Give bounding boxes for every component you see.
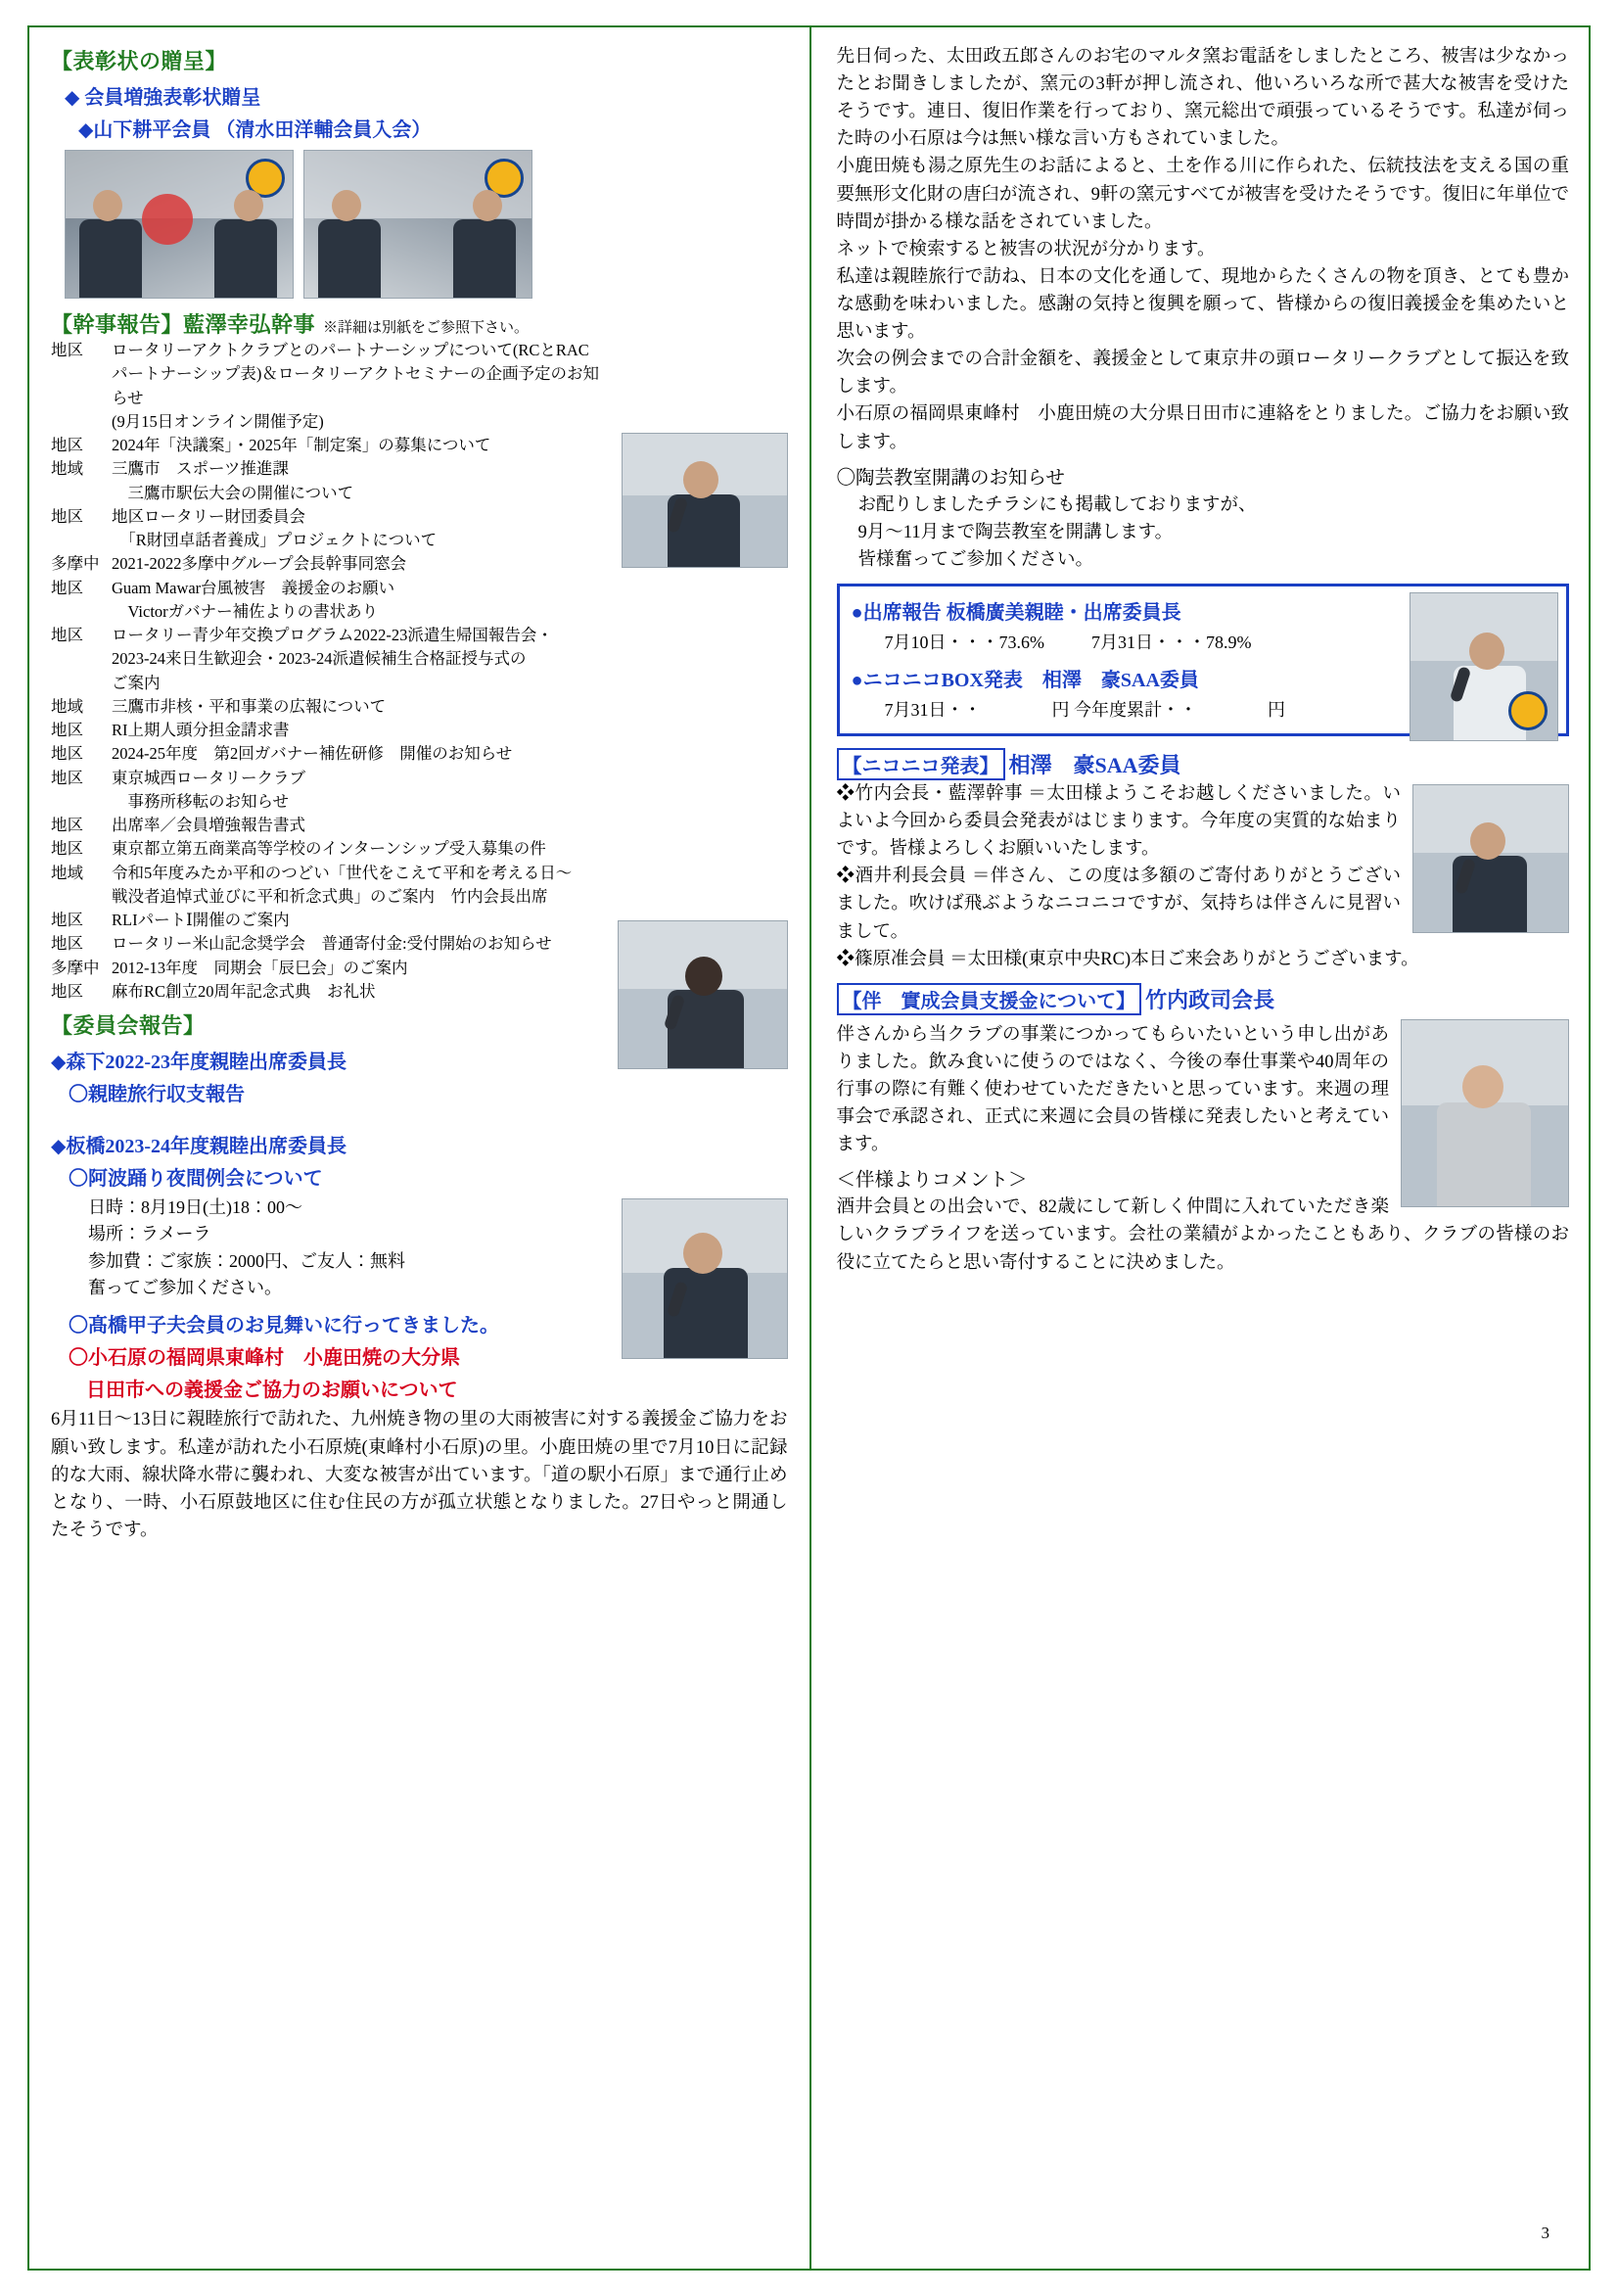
list-item-tag: 地区 [51, 341, 83, 359]
list-item: Victorガバナー補佐よりの書状あり [112, 601, 379, 621]
report-paragraph-4: 私達は親睦旅行で訪ね、日本の文化を通して、現地からたくさんの物を頂き、とても豊かな感動を味わいました。感謝の気持と復興を願って、皆様からの復旧義援金を集めたいと思います。 [836, 266, 1569, 343]
list-item: ご案内 [112, 673, 161, 692]
list-item-text: 東京城西ロータリークラブ [112, 768, 305, 787]
nikoniko-paragraph-3: ❖篠原准会員 ＝太田様(東京中央RC)本日ご来会ありがとうございます。 [836, 949, 1419, 969]
report-paragraph-5: 次会の例会までの合計金額を、義援金として東京井の頭ロータリークラブとして振込を致します。 [836, 350, 1569, 398]
list-item-tag: 地区 [51, 934, 83, 954]
list-item: (9月15日オンライン開催予定) [112, 411, 324, 431]
list-item-text: 三鷹市 スポーツ推進課 [112, 459, 289, 479]
list-item-tag: 地区 [51, 721, 83, 739]
attendance-report-title: ●出席報告 板橋廣美親睦・出席委員長 [851, 601, 1181, 624]
japan-flag-icon [142, 194, 193, 245]
meeting-fee: 参加費：ご家族：2000円、ご友人：無料 [88, 1250, 405, 1271]
nikoniko-amount-line: 7月31日・・ 円 今年度累計・・ 円 [884, 699, 1285, 720]
person-head [683, 461, 718, 498]
report-paragraph-2: 小鹿田焼も湯之原先生のお話によると、土を作る川に作られた、伝統技法を支える国の重要無形文化財の唐臼が流され、9軒の窯元すべてが被害を受けたそうです。復旧に年単位で時間が掛かる様な話をされていました。 [836, 157, 1570, 232]
person-head [93, 190, 122, 221]
person-figure [1437, 1102, 1531, 1206]
ban-body-text: 伴さんから当クラブの事業につかってもらいたいという申し出がありました。飲み食いに使うのではなく、今後の奉仕事業や40周年の行事の際に有難く使わせていただきたいと思っています。来週の理事会で承認され、正式に来週に会員の皆様に発表したいと考えています。 [836, 1024, 1389, 1155]
ban-comment-title: ＜伴様よりコメント＞ [836, 1170, 1028, 1192]
person-figure [79, 219, 142, 298]
list-item-tag: 地区 [51, 506, 83, 526]
committee-heading: 【委員会報告】 [51, 1013, 206, 1038]
attendance-rates [885, 629, 1401, 654]
person-head [683, 1233, 722, 1274]
list-item-tag: 地区 [51, 626, 83, 644]
list-item [51, 457, 610, 481]
person-head [234, 190, 263, 221]
secretary-heading: 【幹事報告】藍澤幸弘幹事 [51, 312, 316, 337]
attendance-report-box [837, 584, 1570, 736]
award-photo-left [65, 150, 294, 299]
person-head [1462, 1065, 1503, 1108]
list-item-tag: 地区 [51, 816, 83, 834]
list-item: 「R財団卓話者養成」プロジェクトについて [112, 531, 438, 549]
list-item-text: RLIパートⅠ開催のご案内 [112, 911, 290, 929]
award-photo-row [65, 150, 788, 299]
nikoniko-paragraph-2: ❖酒井利長会員 ＝伴さん、この度は多額のご寄付ありがとうございました。吹けば飛ぶようなニコニコですが、気持ちは伴さんに見習いまして。 [836, 867, 1401, 942]
list-item-tag: 地域 [51, 696, 83, 716]
committee-body-text: 6月11日～13日に親睦旅行で訪れた、九州焼き物の里の大雨被害に対する義援金ご協力をお願い致します。私達が訪れた小石原焼(東峰村小石原)の里。小鹿田焼の里で7月10日に記録的な大雨、線状降水帯に襲われ、大変な被害が出ています。「道の駅小石原」まで通行止めとなり、一時、小石原鼓地区に住む住民の方が孤立状態となりました。27日やっと開通したそうです。 [51, 1410, 788, 1540]
ban-comment-body: 酒井会員との出会いで、82歳にして新しく仲間に入れていただき楽しいクラブライフを送っています。会社の業績がよかったこともあり、クラブの皆様のお役に立てたらと思い寄付することに決めました。 [836, 1197, 1569, 1273]
person-head [1470, 822, 1505, 860]
award-item-1: ◆ 会員増強表彰状贈呈 [65, 87, 261, 109]
rotary-logo-icon [1508, 691, 1548, 730]
pottery-class-title: 〇陶芸教室開講のお知らせ [836, 467, 1065, 489]
list-item: 2023-24来日生歓迎会・2023-24派遣候補生合格証授与式の [112, 649, 527, 669]
ban-heading-row [837, 983, 1570, 1015]
list-item-tag: 多摩中 [51, 958, 100, 977]
list-item-text: 令和5年度みたか平和のつどい「世代をこえて平和を考える日～ [112, 863, 573, 882]
list-item [51, 339, 610, 362]
meeting-place: 場所：ラメーラ [88, 1224, 211, 1244]
list-item-tag: 地域 [51, 863, 83, 882]
report-paragraph-1: 先日伺った、太田政五郎さんのお宅のマルタ窯お電話をしましたところ、被害は少なかったとお聞きしましたが、窯元の3軒が押し流され、他いろいろな所で甚大な被害を受けたそうです。連日、復旧作業を行っており、窯元総出で頑張っているそうです。私達が伺った時の小石原は今は無い様な言い方もされていました。 [836, 47, 1569, 150]
list-item-text: 麻布RC創立20周年記念式典 お礼状 [112, 981, 376, 1001]
list-item [51, 624, 788, 647]
award-section-heading: 【表彰状の贈呈】 [51, 49, 228, 73]
nikoniko-heading-rest: 相澤 豪SAA委員 [1008, 752, 1181, 777]
list-item: 三鷹市駅伝大会の開催について [112, 483, 354, 502]
pottery-class-line-1: お配りしましたチラシにも掲載しておりますが、 [857, 494, 1257, 515]
list-item-tag: 地区 [51, 981, 83, 1001]
attendance-date-1: 7月10日・・・73.6% [884, 632, 1044, 652]
list-item-tag: 地域 [51, 459, 83, 479]
attendance-date-2: 7月31日・・・78.9% [1091, 632, 1252, 652]
list-item [51, 719, 788, 742]
committee-sub-morishita: ◆森下2022-23年度親睦出席委員長 [51, 1052, 347, 1073]
person-head [685, 957, 722, 996]
list-item-text: Guam Mawar台風被害 義援金のお願い [112, 578, 395, 597]
list-item [51, 814, 788, 837]
nikoniko-heading-row [837, 748, 1570, 780]
two-column-layout [27, 25, 1591, 2276]
list-item-text: RI上期人頭分担金請求書 [112, 721, 290, 739]
committee-photo-morishita [618, 920, 788, 1069]
right-column [809, 25, 1592, 2276]
ban-heading-label: 【伴 實成会員支援金について】 [837, 983, 1142, 1015]
list-item-text: 2012-13年度 同期会「辰巳会」のご案内 [112, 958, 408, 977]
nikoniko-paragraph-1: ❖竹内会長・藍澤幹事 ＝太田様ようこそお越しくださいました。いよいよ今回から委員会発表がはじまります。今年度の実質的な始まりです。皆様よろしくお願いいたします。 [836, 783, 1401, 860]
committee-photo-itabashi [622, 1198, 788, 1359]
report-paragraph-3: ネットで検索すると被害の状況が分かります。 [836, 239, 1216, 259]
list-item-text: 東京都立第五商業高等学校のインターンシップ受入募集の件 [112, 839, 546, 859]
list-item [51, 837, 788, 861]
award-item-2: ◆山下耕平会員 （清水田洋輔会員入会） [78, 119, 432, 141]
attendance-photo [1410, 592, 1558, 741]
person-figure [453, 219, 516, 298]
list-item [51, 505, 610, 529]
secretary-note: ※詳細は別紙をご参照下さい。 [323, 320, 530, 336]
nikoniko-photo [1412, 784, 1569, 933]
pottery-class-line-2: 9月～11月まで陶芸教室を開講します。 [857, 522, 1174, 542]
ban-photo [1401, 1019, 1569, 1207]
left-column [27, 25, 809, 2276]
list-item: 戦没者追悼式並びに平和祈念式典」のご案内 竹内会長出席 [112, 886, 548, 906]
list-item: 事務所移転のお知らせ [112, 791, 290, 811]
ban-heading-rest: 竹内政司会長 [1145, 987, 1275, 1012]
secretary-photo [622, 433, 788, 568]
list-item-text: 出席率／会員増強報告書式 [112, 816, 305, 834]
list-item-tag: 地区 [51, 578, 83, 597]
list-item-text: ロータリー青少年交換プログラム2022-23派遣生帰国報告会・ [112, 626, 553, 644]
list-item-tag: 多摩中 [51, 554, 100, 574]
list-item [51, 577, 788, 600]
list-item [51, 434, 610, 457]
person-figure [318, 219, 381, 298]
secretary-heading-row [51, 308, 788, 339]
person-head [332, 190, 361, 221]
list-item-tag: 地区 [51, 744, 83, 764]
list-item-text: ロータリー米山記念奨学会 普通寄付金:受付開始のお知らせ [112, 934, 552, 954]
list-item-text: 地区ロータリー財団委員会 [112, 506, 305, 526]
committee-sub-itabashi-item: 〇阿波踊り夜間例会について [69, 1168, 323, 1190]
list-item [51, 695, 788, 719]
list-item [51, 862, 788, 885]
list-item-tag: 地区 [51, 911, 83, 929]
meeting-invite: 奮ってご参加ください。 [88, 1278, 282, 1298]
person-head [473, 190, 502, 221]
list-item: パートナーシップ表)＆ロータリーアクトセミナーの企画予定のお知らせ [112, 364, 600, 407]
committee-sub-morishita-item: 〇親睦旅行収支報告 [69, 1084, 245, 1105]
committee-sub-takahashi: 〇髙橋甲子夫会員のお見舞いに行ってきました。 [69, 1315, 499, 1337]
pottery-class-line-3: 皆様奮ってご参加ください。 [857, 549, 1094, 570]
list-item [51, 552, 610, 576]
list-item-text: 2021-2022多摩中グループ会長幹事同窓会 [112, 554, 407, 574]
list-item-tag: 地区 [51, 768, 83, 787]
page-number: 3 [1541, 2224, 1549, 2242]
list-item-text: 2024-25年度 第2回ガバナー補佐研修 開催のお知らせ [112, 744, 513, 764]
list-item-text: ロータリーアクトクラブとのパートナーシップについて(RCとRAC [112, 341, 589, 359]
donation-request-line1: 〇小石原の福岡県東峰村 小鹿田焼の大分県 [69, 1347, 460, 1370]
person-head [1469, 633, 1504, 670]
list-item [51, 767, 788, 790]
award-photo-right [303, 150, 532, 299]
committee-sub-itabashi: ◆板橋2023-24年度親睦出席委員長 [51, 1136, 347, 1157]
list-item-text: 2024年「決議案」・2025年「制定案」の募集について [112, 436, 491, 454]
list-item [51, 742, 788, 766]
donation-request-line2: 日田市への義援金ご協力のお願いについて [86, 1380, 458, 1402]
nikoniko-heading-label: 【ニコニコ発表】 [837, 748, 1005, 780]
list-item-tag: 地区 [51, 436, 83, 454]
list-item-tag: 地区 [51, 839, 83, 859]
meeting-datetime: 日時：8月19日(土)18：00～ [88, 1197, 302, 1217]
report-paragraph-6: 小石原の福岡県東峰村 小鹿田焼の大分県日田市に連絡をとりました。ご協力をお願い致します。 [836, 404, 1569, 452]
list-item-text: 三鷹市非核・平和事業の広報について [112, 696, 387, 716]
person-figure [214, 219, 277, 298]
nikoniko-box-title: ●ニコニコBOX発表 相澤 豪SAA委員 [851, 669, 1199, 691]
